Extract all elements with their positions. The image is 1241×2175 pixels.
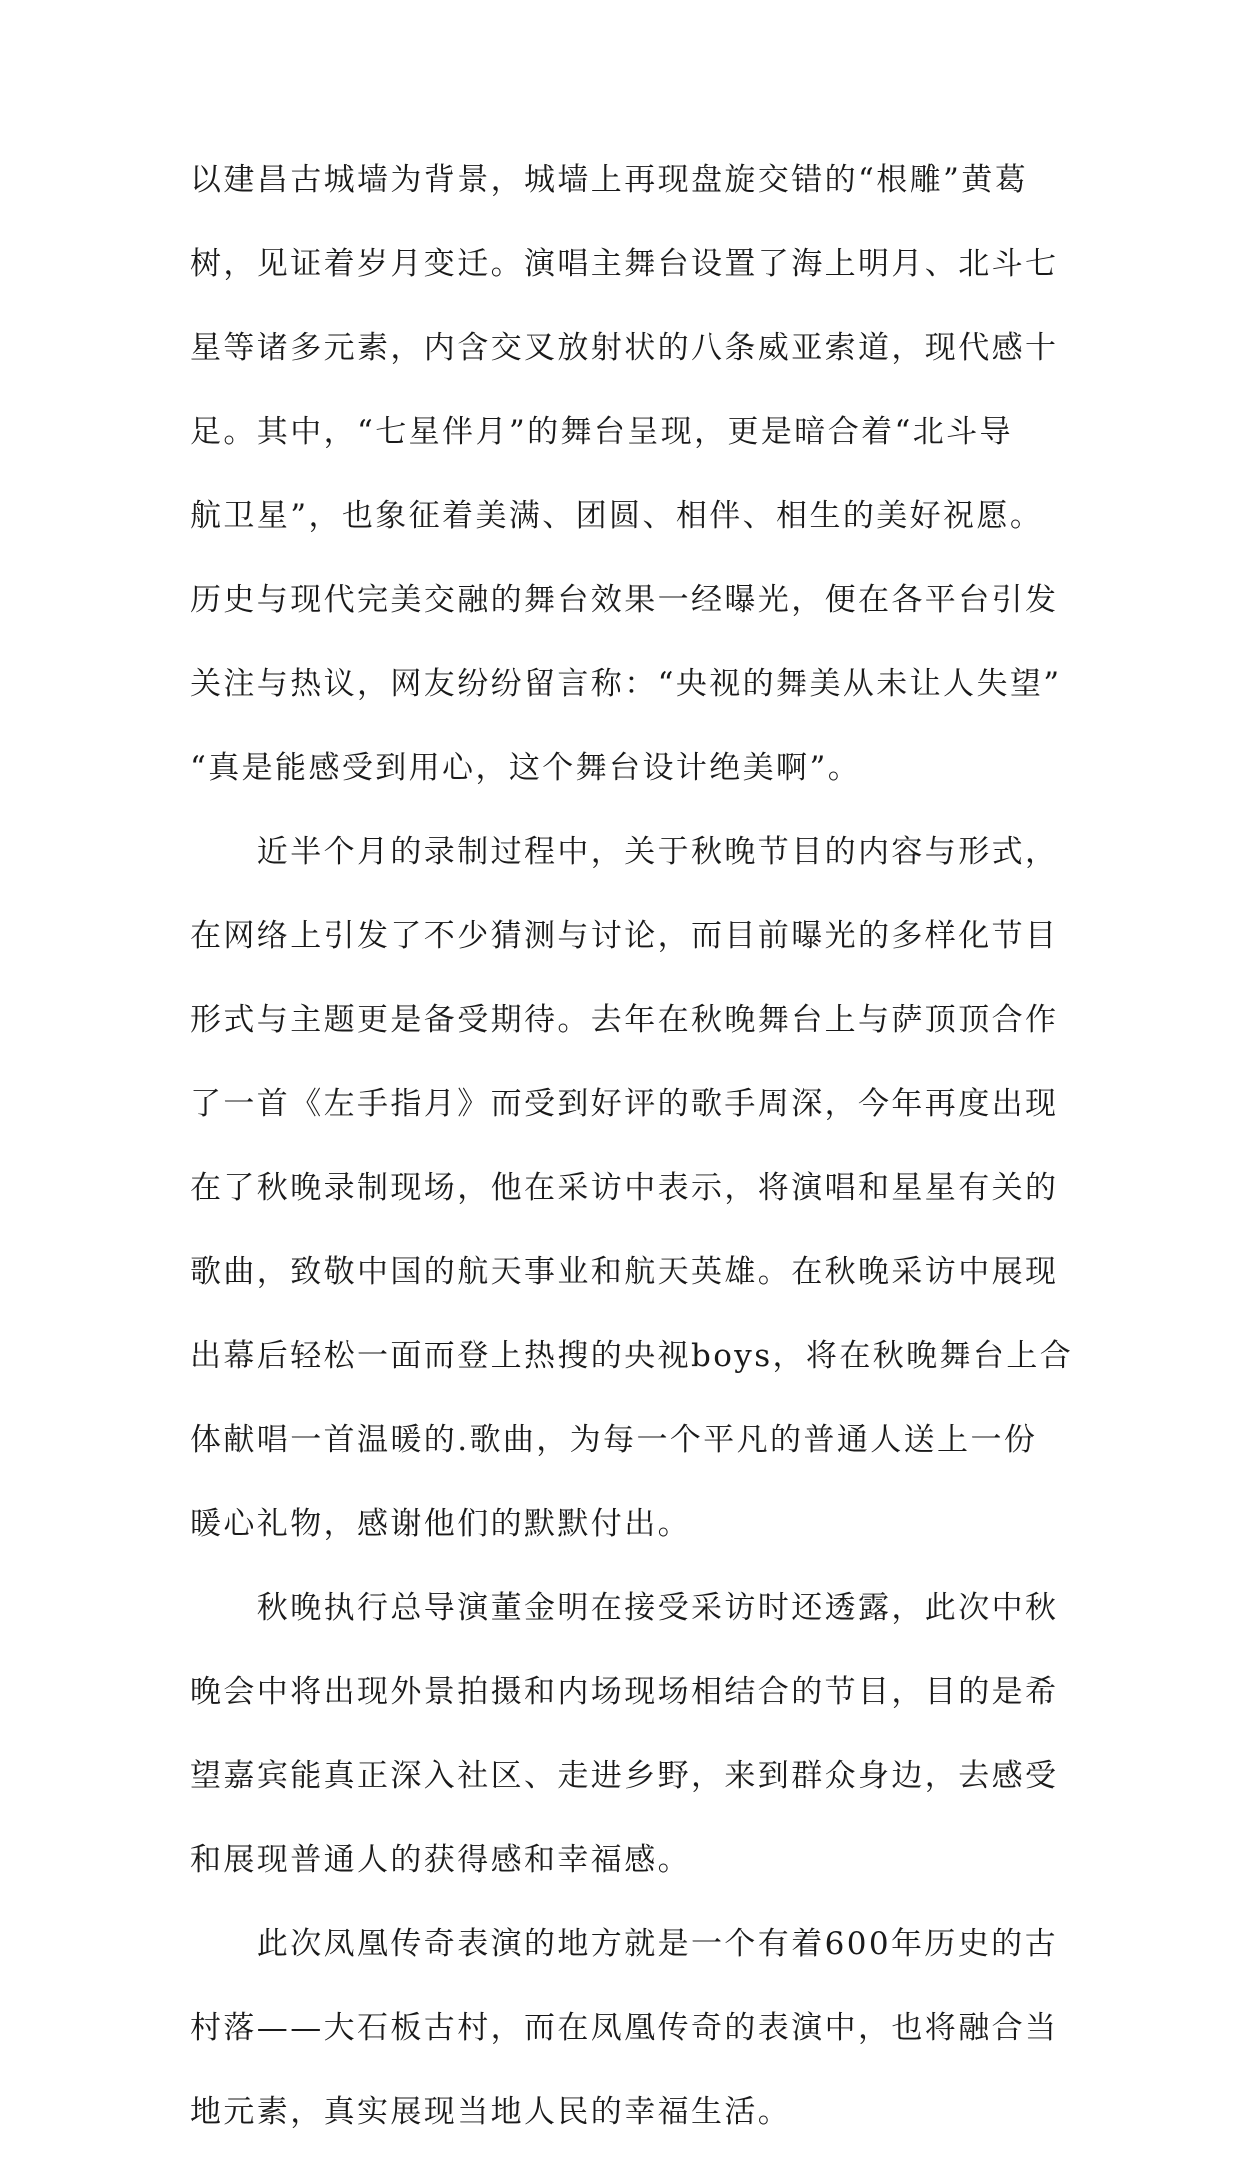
text-line: 树，见证着岁月变迁。演唱主舞台设置了海上明月、北斗七	[190, 246, 1059, 282]
text-line: 了一首《左手指月》而受到好评的歌手周深，今年再度出现	[190, 1086, 1059, 1122]
document-body	[190, 159, 1090, 2175]
text-line: 体献唱一首温暖的.歌曲，为每一个平凡的普通人送上一份	[190, 1422, 1038, 1458]
text-line: 歌曲，致敬中国的航天事业和航天英雄。在秋晚采访中展现	[190, 1254, 1059, 1290]
text-line: 形式与主题更是备受期待。去年在秋晚舞台上与萨顶顶合作	[190, 1002, 1059, 1038]
text-line: 村落——大石板古村，而在凤凰传奇的表演中，也将融合当	[190, 2010, 1059, 2046]
text-line: 以建昌古城墙为背景，城墙上再现盘旋交错的“根雕”黄葛	[190, 162, 1029, 198]
text-line: 关注与热议，网友纷纷留言称：“央视的舞美从未让人失望”	[190, 666, 1062, 702]
text-line: 在网络上引发了不少猜测与讨论，而目前曝光的多样化节目	[190, 918, 1059, 954]
text-line: 此次凤凰传奇表演的地方就是一个有着600年历史的古	[190, 1926, 1058, 1962]
text-line: 出幕后轻松一面而登上热搜的央视boys，将在秋晚舞台上合	[190, 1338, 1074, 1374]
text-line: 地元素，真实展现当地人民的幸福生活。	[190, 2094, 792, 2130]
text-line: 和展现普通人的获得感和幸福感。	[190, 1842, 691, 1878]
text-line: 晚会中将出现外景拍摄和内场现场相结合的节目，目的是希	[190, 1674, 1059, 1710]
text-line: 星等诸多元素，内含交叉放射状的八条威亚索道，现代感十	[190, 330, 1059, 366]
text-line: 近半个月的录制过程中，关于秋晚节目的内容与形式，	[190, 834, 1059, 870]
text-line: 望嘉宾能真正深入社区、走进乡野，来到群众身边，去感受	[190, 1758, 1059, 1794]
text-line: 航卫星”，也象征着美满、团圆、相伴、相生的美好祝愿。	[190, 498, 1044, 534]
text-line: 暖心礼物，感谢他们的默默付出。	[190, 1506, 691, 1542]
text-line: 在了秋晚录制现场，他在采访中表示，将演唱和星星有关的	[190, 1170, 1059, 1206]
text-line: 历史与现代完美交融的舞台效果一经曝光，便在各平台引发	[190, 582, 1059, 618]
text-line: 秋晚执行总导演董金明在接受采访时还透露，此次中秋	[190, 1590, 1059, 1626]
text-line: 足。其中，“七星伴月”的舞台呈现，更是暗合着“北斗导	[190, 414, 1013, 450]
text-line: “真是能感受到用心，这个舞台设计绝美啊”。	[190, 750, 862, 786]
